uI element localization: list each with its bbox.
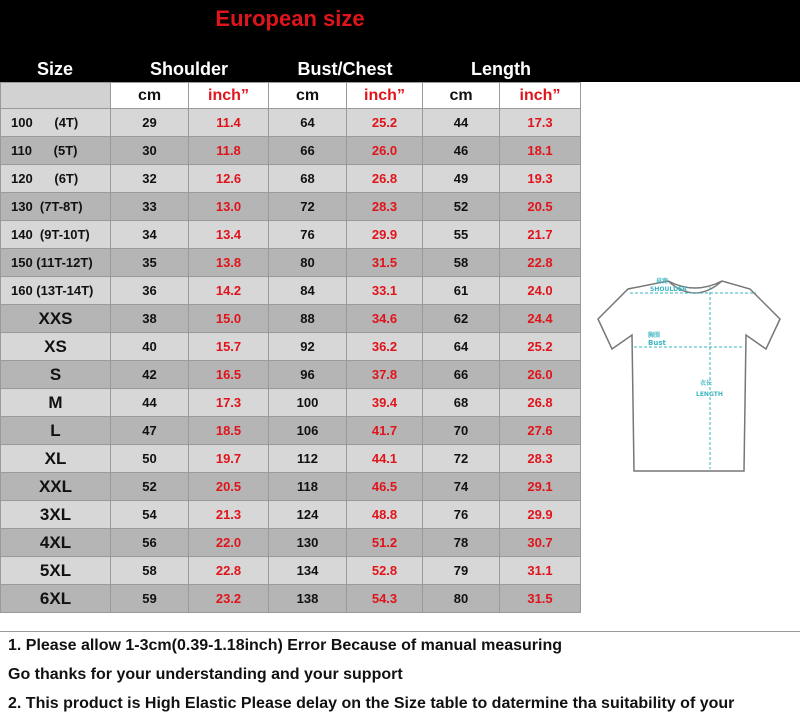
header-size: Size xyxy=(36,59,74,79)
length-inch-cell: 26.8 xyxy=(500,389,581,417)
length-cm-cell: 76 xyxy=(423,501,500,529)
bust-cm-cell: 106 xyxy=(269,417,347,445)
bust-label: Bust xyxy=(648,339,666,347)
length-label: LENGTH xyxy=(696,391,723,398)
length-cm-cell: 64 xyxy=(423,333,500,361)
shoulder-inch-cell: 11.4 xyxy=(189,109,269,137)
bust-cm-cell: 100 xyxy=(269,389,347,417)
bust-inch-cell: 33.1 xyxy=(347,277,423,305)
shoulder-label-cn: 肩宽 xyxy=(656,278,669,285)
note-2: Go thanks for your understanding and your support xyxy=(8,666,403,683)
length-cm-cell: 79 xyxy=(423,557,500,585)
shoulder-inch-cell: 16.5 xyxy=(189,361,269,389)
bust-inch-cell: 26.8 xyxy=(347,165,423,193)
bust-inch-cell: 29.9 xyxy=(347,221,423,249)
bust-cm-cell: 118 xyxy=(269,473,347,501)
shoulder-inch-cell: 22.0 xyxy=(189,529,269,557)
table-row xyxy=(1,445,581,473)
shoulder-cm-cell: 32 xyxy=(111,165,189,193)
length-inch-cell: 21.7 xyxy=(500,221,581,249)
header-length: Length xyxy=(471,59,531,79)
bust-cm-cell: 64 xyxy=(269,109,347,137)
shoulder-cm-cell: 52 xyxy=(111,473,189,501)
length-inch-cell: 20.5 xyxy=(500,193,581,221)
bust-cm-cell: 130 xyxy=(269,529,347,557)
shoulder-cm-cell: 42 xyxy=(111,361,189,389)
bust-inch-cell: 39.4 xyxy=(347,389,423,417)
shoulder-cm-cell: 40 xyxy=(111,333,189,361)
shoulder-cm-cell: 36 xyxy=(111,277,189,305)
length-cm-cell: 66 xyxy=(423,361,500,389)
bust-inch-cell: 54.3 xyxy=(347,585,423,613)
shoulder-inch-cell: 13.0 xyxy=(189,193,269,221)
length-cm-cell: 80 xyxy=(423,585,500,613)
size-cell: XXL xyxy=(1,473,111,501)
unit-cm: cm xyxy=(111,83,189,109)
table-row xyxy=(1,221,581,249)
shoulder-cm-cell: 33 xyxy=(111,193,189,221)
unit-inch: inch” xyxy=(500,83,581,109)
size-cell: S xyxy=(1,361,111,389)
bust-cm-cell: 76 xyxy=(269,221,347,249)
table-row xyxy=(1,193,581,221)
bust-cm-cell: 124 xyxy=(269,501,347,529)
length-inch-cell: 28.3 xyxy=(500,445,581,473)
units-row xyxy=(1,83,581,109)
tshirt-diagram xyxy=(590,265,800,495)
page-title: European size xyxy=(215,6,365,31)
length-cm-cell: 74 xyxy=(423,473,500,501)
length-inch-cell: 31.5 xyxy=(500,585,581,613)
shoulder-inch-cell: 13.4 xyxy=(189,221,269,249)
size-table xyxy=(0,82,581,613)
length-inch-cell: 29.1 xyxy=(500,473,581,501)
notes xyxy=(0,631,800,720)
shoulder-label: SHOULDER xyxy=(650,286,687,293)
shoulder-cm-cell: 47 xyxy=(111,417,189,445)
shoulder-inch-cell: 19.7 xyxy=(189,445,269,473)
unit-cm: cm xyxy=(423,83,500,109)
shoulder-cm-cell: 34 xyxy=(111,221,189,249)
shoulder-inch-cell: 18.5 xyxy=(189,417,269,445)
header-bar xyxy=(0,0,800,82)
bust-inch-cell: 44.1 xyxy=(347,445,423,473)
size-cell: 6XL xyxy=(1,585,111,613)
length-cm-cell: 44 xyxy=(423,109,500,137)
bust-inch-cell: 37.8 xyxy=(347,361,423,389)
bust-cm-cell: 92 xyxy=(269,333,347,361)
length-inch-cell: 26.0 xyxy=(500,361,581,389)
shoulder-cm-cell: 50 xyxy=(111,445,189,473)
table-row xyxy=(1,473,581,501)
shoulder-cm-cell: 38 xyxy=(111,305,189,333)
bust-inch-cell: 28.3 xyxy=(347,193,423,221)
note-3: 2. This product is High Elastic Please delay on the Size table to datermine tha suitability of your xyxy=(8,695,735,712)
shoulder-cm-cell: 30 xyxy=(111,137,189,165)
bust-inch-cell: 48.8 xyxy=(347,501,423,529)
shoulder-inch-cell: 17.3 xyxy=(189,389,269,417)
length-cm-cell: 61 xyxy=(423,277,500,305)
unit-cm: cm xyxy=(269,83,347,109)
length-inch-cell: 29.9 xyxy=(500,501,581,529)
units-empty-cell xyxy=(1,83,111,109)
bust-cm-cell: 80 xyxy=(269,249,347,277)
size-cell: 100 (4T) xyxy=(1,109,111,137)
table-row xyxy=(1,165,581,193)
table-row xyxy=(1,305,581,333)
length-inch-cell: 27.6 xyxy=(500,417,581,445)
size-cell: 130 (7T-8T) xyxy=(1,193,111,221)
bust-cm-cell: 112 xyxy=(269,445,347,473)
unit-inch: inch” xyxy=(347,83,423,109)
size-cell: 140 (9T-10T) xyxy=(1,221,111,249)
size-cell: 120 (6T) xyxy=(1,165,111,193)
unit-inch: inch” xyxy=(189,83,269,109)
bust-inch-cell: 46.5 xyxy=(347,473,423,501)
length-inch-cell: 17.3 xyxy=(500,109,581,137)
shoulder-inch-cell: 11.8 xyxy=(189,137,269,165)
length-cm-cell: 55 xyxy=(423,221,500,249)
size-cell: M xyxy=(1,389,111,417)
tshirt-svg xyxy=(590,265,800,495)
bust-cm-cell: 96 xyxy=(269,361,347,389)
table-row xyxy=(1,501,581,529)
length-inch-cell: 22.8 xyxy=(500,249,581,277)
bust-inch-cell: 51.2 xyxy=(347,529,423,557)
size-cell: 4XL xyxy=(1,529,111,557)
table-row xyxy=(1,361,581,389)
shoulder-cm-cell: 58 xyxy=(111,557,189,585)
header-bust: Bust/Chest xyxy=(297,59,393,79)
length-cm-cell: 78 xyxy=(423,529,500,557)
shoulder-cm-cell: 54 xyxy=(111,501,189,529)
length-label-cn: 衣长 xyxy=(700,380,713,387)
size-cell: 5XL xyxy=(1,557,111,585)
size-cell: 3XL xyxy=(1,501,111,529)
table-row xyxy=(1,249,581,277)
shoulder-inch-cell: 13.8 xyxy=(189,249,269,277)
length-cm-cell: 62 xyxy=(423,305,500,333)
size-cell: 150 (11T-12T) xyxy=(1,249,111,277)
size-cell: XS xyxy=(1,333,111,361)
table-row xyxy=(1,333,581,361)
length-inch-cell: 30.7 xyxy=(500,529,581,557)
bust-cm-cell: 66 xyxy=(269,137,347,165)
shoulder-inch-cell: 21.3 xyxy=(189,501,269,529)
length-cm-cell: 49 xyxy=(423,165,500,193)
tshirt-outline xyxy=(598,281,780,471)
bust-cm-cell: 84 xyxy=(269,277,347,305)
bust-cm-cell: 134 xyxy=(269,557,347,585)
bust-label-cn: 胸围 xyxy=(648,332,661,339)
length-inch-cell: 24.0 xyxy=(500,277,581,305)
bust-inch-cell: 26.0 xyxy=(347,137,423,165)
length-cm-cell: 70 xyxy=(423,417,500,445)
table-row xyxy=(1,529,581,557)
shoulder-inch-cell: 14.2 xyxy=(189,277,269,305)
bust-inch-cell: 52.8 xyxy=(347,557,423,585)
shoulder-cm-cell: 29 xyxy=(111,109,189,137)
bust-inch-cell: 34.6 xyxy=(347,305,423,333)
table-row xyxy=(1,585,581,613)
shoulder-cm-cell: 56 xyxy=(111,529,189,557)
header-shoulder: Shoulder xyxy=(149,59,228,79)
bust-cm-cell: 72 xyxy=(269,193,347,221)
table-row xyxy=(1,109,581,137)
length-cm-cell: 52 xyxy=(423,193,500,221)
table-row xyxy=(1,137,581,165)
size-cell: 110 (5T) xyxy=(1,137,111,165)
table-row xyxy=(1,557,581,585)
size-cell: XXS xyxy=(1,305,111,333)
length-cm-cell: 46 xyxy=(423,137,500,165)
table-row xyxy=(1,389,581,417)
shoulder-cm-cell: 59 xyxy=(111,585,189,613)
table-row xyxy=(1,277,581,305)
shoulder-inch-cell: 23.2 xyxy=(189,585,269,613)
size-cell: 160 (13T-14T) xyxy=(1,277,111,305)
bust-inch-cell: 25.2 xyxy=(347,109,423,137)
bust-cm-cell: 68 xyxy=(269,165,347,193)
length-cm-cell: 58 xyxy=(423,249,500,277)
shoulder-cm-cell: 44 xyxy=(111,389,189,417)
shoulder-inch-cell: 15.7 xyxy=(189,333,269,361)
shoulder-cm-cell: 35 xyxy=(111,249,189,277)
bust-inch-cell: 36.2 xyxy=(347,333,423,361)
shoulder-inch-cell: 12.6 xyxy=(189,165,269,193)
length-inch-cell: 25.2 xyxy=(500,333,581,361)
table-row xyxy=(1,417,581,445)
shoulder-inch-cell: 20.5 xyxy=(189,473,269,501)
length-inch-cell: 24.4 xyxy=(500,305,581,333)
bust-inch-cell: 41.7 xyxy=(347,417,423,445)
bust-cm-cell: 88 xyxy=(269,305,347,333)
bust-cm-cell: 138 xyxy=(269,585,347,613)
shoulder-inch-cell: 15.0 xyxy=(189,305,269,333)
length-inch-cell: 19.3 xyxy=(500,165,581,193)
size-cell: XL xyxy=(1,445,111,473)
size-cell: L xyxy=(1,417,111,445)
bust-inch-cell: 31.5 xyxy=(347,249,423,277)
length-inch-cell: 31.1 xyxy=(500,557,581,585)
note-1: 1. Please allow 1-3cm(0.39-1.18inch) Error Because of manual measuring xyxy=(8,637,563,654)
length-inch-cell: 18.1 xyxy=(500,137,581,165)
length-cm-cell: 72 xyxy=(423,445,500,473)
shoulder-inch-cell: 22.8 xyxy=(189,557,269,585)
length-cm-cell: 68 xyxy=(423,389,500,417)
